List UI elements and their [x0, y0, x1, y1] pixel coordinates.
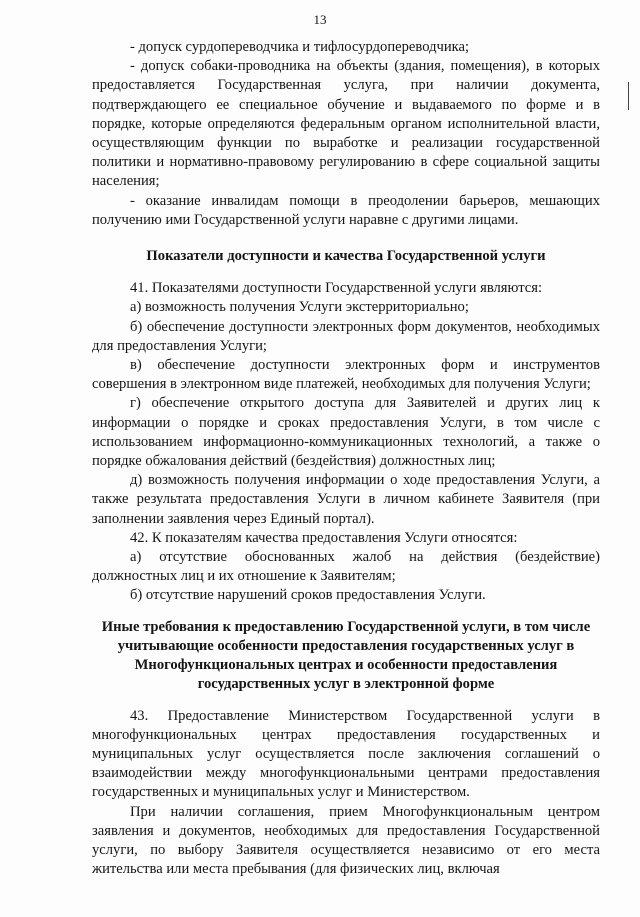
- list-item: в) обеспечение доступности электронных форм и инструментов совершения в электронном виде платежей, необходимых для получения Услуги;: [92, 357, 600, 393]
- section-heading: Показатели доступности и качества Государственной услуги: [146, 248, 546, 265]
- paragraph: При наличии соглашения, прием Многофункциональным центром заявления и документов, необходимых для предоставления Государственной услуги, по выбору Заявителя осуществляется независимо от его места жительства или места пребывания (для физических лиц, включая: [92, 803, 600, 878]
- list-item: г) обеспечение открытого доступа для Заявителей и других лиц к информации о порядке и сроках предоставления Услуги, в том числе с использованием информационно-коммуникационных технологий, а также о порядке обжалования действий (бездействия) должностных лиц;: [92, 395, 600, 470]
- document-body: [92, 38, 600, 879]
- list-item: - оказание инвалидам помощи в преодолении барьеров, мешающих получению ими Государственной услуги наравне с другими лицами.: [92, 192, 600, 228]
- list-item: - допуск собаки-проводника на объекты (здания, помещения), в которых предоставляется Государственная услуга, при наличии документа, подтверждающего ее специальное обучение и выдаваемого по форме и в порядке, которые определяются федеральным органом исполнительной власти, осуществляющим функции по выработке и реализации государственной политики и нормативно-правовому регулированию в сфере социальной защиты населения;: [92, 58, 600, 190]
- paragraph: 43. Предоставление Министерством Государственной услуги в многофункциональных центрах предоставления государственных и муниципальных услуг осуществляется после заключения соглашений о взаимодействии между многофункциональными центрами предоставления государственных и муниципальных услуг и Министерством.: [92, 707, 600, 801]
- page-number: 13: [313, 12, 327, 27]
- margin-mark: [628, 82, 629, 110]
- paragraph: 42. К показателям качества предоставления Услуги относятся:: [130, 529, 518, 546]
- list-item: д) возможность получения информации о ходе предоставления Услуги, а также результата предоставления Услуги в личном кабинете Заявителя (при заполнении заявления через Единый портал).: [92, 472, 600, 527]
- list-item: а) возможность получения Услуги экстерриториально;: [130, 299, 469, 316]
- paragraph: 41. Показателями доступности Государственной услуги являются:: [130, 280, 543, 297]
- list-item: - допуск сурдопереводчика и тифлосурдопереводчика;: [130, 39, 470, 55]
- list-item: а) отсутствие обоснованных жалоб на действия (бездействие) должностных лиц и их отношение к Заявителям;: [92, 549, 600, 585]
- section-heading: Иные требования к предоставлению Государственной услуги, в том числе учитывающие особенности предоставления государственных услуг в Многофункциональных центрах и особенности предоставления государственных услуг в электронной форме: [101, 618, 591, 693]
- list-item: б) отсутствие нарушений сроков предоставления Услуги.: [130, 587, 486, 604]
- list-item: б) обеспечение доступности электронных форм документов, необходимых для предоставления Услуги;: [92, 318, 600, 354]
